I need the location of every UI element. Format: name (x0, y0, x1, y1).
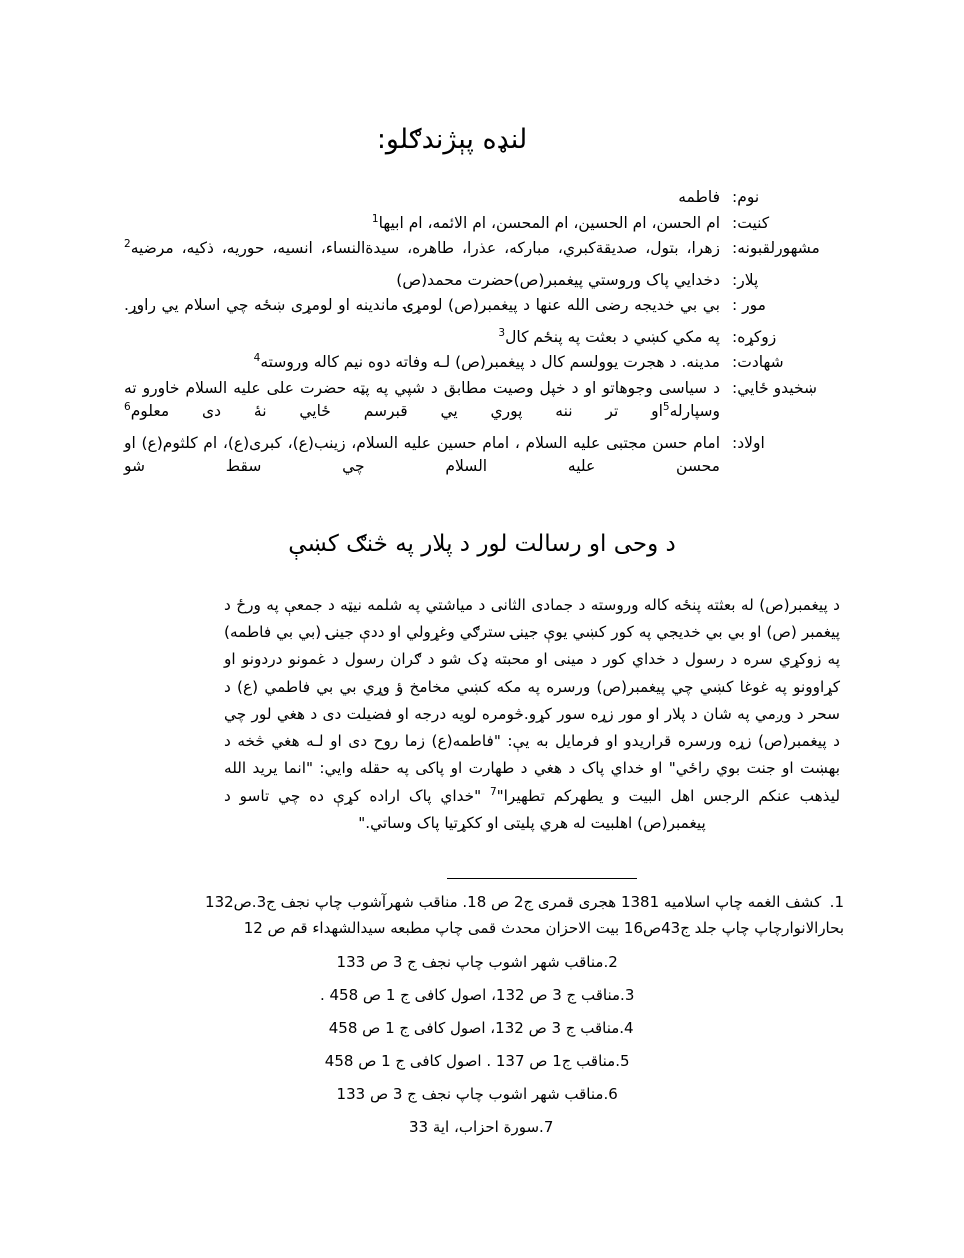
footnote-ref-6: 6 (124, 401, 131, 414)
body-paragraph (224, 592, 840, 837)
list-item (122, 1016, 844, 1040)
list-item (122, 950, 844, 974)
info-value-burial (124, 377, 720, 432)
table-row (124, 212, 844, 238)
footnote-number: 5. (615, 1052, 630, 1070)
info-value-kunya (124, 212, 720, 238)
body-paragraph-text: د پیغمبر(ص) له بعثته پنځه کاله وروسته د جمادی الثانی د میاشتي په شلمه نیټه د جمعې په ورځ د پیغمبر (ص) او بي بي خدیجي په کور کښي یوې جینۍ سترګي وغړولي او ددې جینۍ (بي بي فاطمه) په زوکړي سره د رسول د خداي کور د مینی او محبته ډک شو د ګران رسول د غمونو دردونو او کړاوونو په غوغا کښي چي پیغمبر(ص) ورسره په مکه کښي مخامخ ؤ وړي بي بي فاطمي (ع) د سحر د وږمي په شان د پلار او مور زړه سور کړو.څومره لویه درجه او فضیلت دی د هغي لور چي د پیغمبر(ص) زړه ورسره قراریدو او فرمایل به یې: "فاطمه(ع) زما روح دی او لـه هغي څخه د بهښت او جنت بوي راځي" او خداي پاک د هغي د طهارت او پاکی په حقله وایي: "انما یرید الله لیذهب عنکم الرجس اهل البیت و یطهرکم تطهیرا" (224, 596, 840, 805)
info-label-martyrdom: شهادت: (732, 353, 784, 372)
footnote-number: 3. (620, 986, 635, 1004)
info-value-birth-text: په مکي کښي د بعثت په پنځم کال (505, 327, 720, 346)
footnote-ref-1: 1 (371, 212, 379, 225)
footnote-number: 6. (603, 1085, 618, 1103)
page-title-text: لنډه پېژندګلو: (376, 124, 528, 155)
footnote-text: مناقب شهر اشوب چاپ نجف ج 3 ص 133 (336, 953, 604, 971)
info-value-burial-text: د سیاسی وجوهاتو او د خپل وصیت مطابق د شپي په پټه حضرت علی علیه السلام خاورو ته وسپارله (124, 378, 720, 421)
info-value-titles (124, 237, 720, 269)
info-value-titles-text: زهرا، بتول، صدیقةکبري، مبارکه، عذرا، طاهره، سیدةالنساء، انسیه، حوریه، ذکیه، مرضیه (130, 239, 720, 258)
info-value-burial-text2: او تر ننه پوري یي قبرسم ځایي نۀ دی معلوم (130, 402, 663, 421)
info-value-martyrdom (124, 351, 720, 377)
list-item (122, 890, 844, 940)
list-item (122, 1049, 844, 1073)
footnote-text: مناقب شهر اشوب چاپ نجف ج 3 ص 133 (336, 1085, 604, 1103)
footnote-text: کشف الغمه چاپ اسلامیه 1381 هجری قمری ج2 ص 18. مناقب شهرآشوب چاپ نجف ج3.ص132 (205, 893, 822, 911)
info-label-titles: مشهورلقبونه: (732, 239, 820, 258)
section-heading (0, 528, 964, 560)
info-value-children (124, 432, 720, 481)
info-value-kunya-text: ام الحسن، ام الحسین، ام المحسن، ام الائمه، ام ابیها (378, 213, 720, 232)
table-row (124, 237, 844, 269)
footnote-number: 4. (619, 1019, 634, 1037)
footnote-ref-3: 3 (498, 326, 506, 339)
page-title (0, 122, 964, 158)
footnote-text: سورة احزاب، ایة 33 (408, 1118, 540, 1136)
footnote-ref-7: 7 (489, 785, 497, 798)
info-label-name: نوم: (732, 188, 760, 206)
info-value-father-text: دخدایي پاک وروستي پیغمبر(ص)حضرت محمد(ص) (396, 270, 720, 289)
info-label-kunya: کنیت: (732, 213, 770, 232)
biography-info-table (124, 186, 844, 481)
footnote-number: 1. (829, 893, 844, 911)
table-row (124, 186, 844, 212)
footnote-number: 2. (603, 953, 618, 971)
list-item (122, 1082, 844, 1106)
list-item (122, 983, 844, 1007)
info-label-burial: ښخیدو ځایي: (732, 378, 817, 397)
table-row (124, 377, 844, 432)
footnote-text: مناقب ج 3 ص 132، اصول کافی ج 1 ص 458 . (319, 986, 621, 1004)
info-value-name-text: فاطمه (678, 188, 720, 206)
info-value-birth (124, 326, 720, 352)
info-value-mother-text: بي بي خدیجه رضی الله عنها د پیغمبر(ص) لومړۍ ماندینه او لومړی ښځه چي اسلام یي راوړ. (124, 296, 720, 315)
table-row (124, 326, 844, 352)
footnote-text: مناقب ج1 ص 137 . اصول کافی ج 1 ص 458 (324, 1052, 616, 1070)
table-row (124, 269, 844, 295)
info-value-mother (124, 294, 720, 326)
section-heading-text: د وحی او رسالت لور د پلار په څنګ کښې (288, 531, 676, 557)
footnote-ref-4: 4 (253, 352, 261, 365)
info-value-name (124, 186, 720, 212)
footnote-text-line2: بحارالانوارچاپ چاپ جلد ج43ص16 بیت الاحزان محدث قمی چاپ مطبعه سیدالشهداء قم ص 12 (243, 919, 844, 937)
info-value-father (124, 269, 720, 295)
info-label-mother: مور : (732, 296, 766, 315)
footnote-number: 7. (539, 1118, 554, 1136)
footnote-text: مناقب ج 3 ص 132، اصول کافی ج 1 ص 458 (328, 1019, 620, 1037)
body-paragraph-tail: "خداي پاک اراده کړې ده چي تاسو د پیغمبر(ص) اهلبیت له هري پلیتی او ککړتیا پاک وساتي." (224, 786, 706, 832)
info-label-father: پلار: (732, 270, 759, 289)
table-row (124, 294, 844, 326)
info-label-children: اولاد: (732, 433, 765, 452)
info-value-martyrdom-text: مدینه. د هجرت یوولسم کال د پیغمبر(ص) لـه وفاته دوه نیم کاله وروسته (260, 353, 720, 372)
footnote-ref-5: 5 (662, 401, 670, 414)
info-value-children-text: امام حسن مجتبی علیه السلام ، امام حسین علیه السلام، زینب(ع)، کبری(ع)، ام کلثوم(ع) او محسن علیه السلام چي سقط شو (124, 433, 720, 476)
footnote-separator (447, 878, 637, 879)
footnote-list (122, 890, 844, 1148)
info-label-birth: زوکړه: (732, 327, 777, 346)
table-row (124, 351, 844, 377)
footnote-ref-2: 2 (124, 237, 131, 250)
table-row (124, 432, 844, 481)
list-item (122, 1115, 844, 1139)
